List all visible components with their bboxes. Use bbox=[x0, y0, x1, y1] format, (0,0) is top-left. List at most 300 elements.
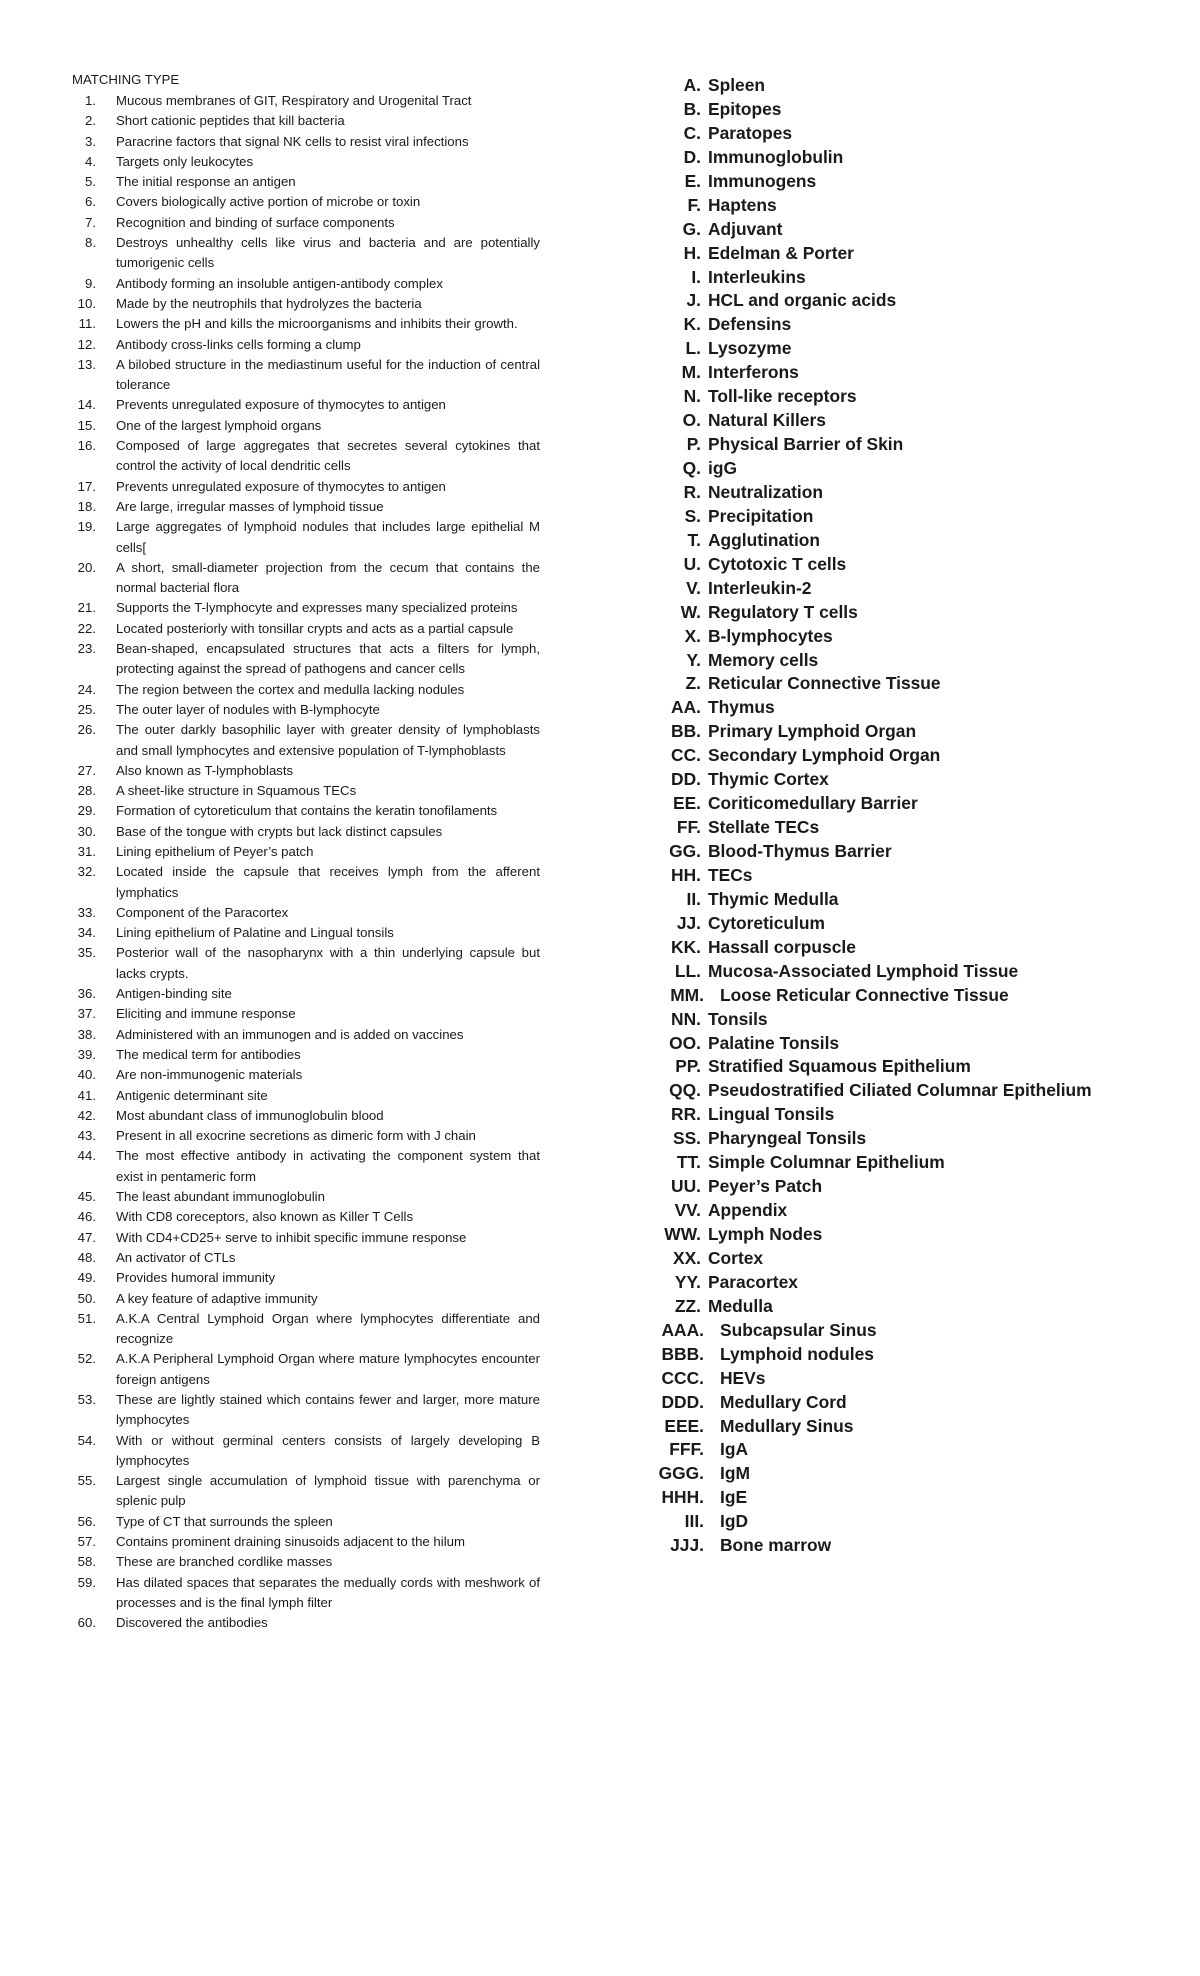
choice-item bbox=[640, 984, 1160, 1008]
question-text: The outer layer of nodules with B-lymphocyte bbox=[116, 701, 380, 717]
question-item bbox=[72, 903, 572, 923]
question-number: 60. bbox=[77, 1615, 96, 1631]
choice-text: Medullary Sinus bbox=[720, 1415, 854, 1436]
question-text: These are branched cordlike masses bbox=[116, 1554, 333, 1570]
choice-text: Appendix bbox=[708, 1200, 788, 1221]
question-text: Base of the tongue with crypts but lack distinct capsules bbox=[116, 823, 443, 839]
question-text: A key feature of adaptive immunity bbox=[116, 1290, 318, 1306]
choice-text: IgE bbox=[720, 1487, 748, 1508]
choice-letter: CCC. bbox=[661, 1367, 704, 1388]
question-text: With CD8 coreceptors, also known as Killer T Cells bbox=[116, 1209, 414, 1225]
question-text: Prevents unregulated exposure of thymocytes to antigen bbox=[116, 478, 446, 494]
question-number: 43. bbox=[77, 1128, 96, 1144]
choice-letter: T. bbox=[687, 529, 701, 550]
question-item bbox=[72, 1207, 572, 1227]
question-number: 20. bbox=[77, 559, 96, 575]
question-text: A.K.A Peripheral Lymphoid Organ where mature lymphocytes encounter foreign antigens bbox=[116, 1351, 540, 1387]
question-text: Has dilated spaces that separates the medually cords with meshwork of processes and is the final lymph filter bbox=[116, 1574, 540, 1610]
question-number: 52. bbox=[77, 1351, 96, 1367]
question-number: 53. bbox=[77, 1392, 96, 1407]
question-number: 54. bbox=[77, 1432, 96, 1448]
choice-text: IgA bbox=[720, 1439, 749, 1460]
choice-item bbox=[640, 337, 1160, 361]
choice-text: Regulatory T cells bbox=[708, 601, 858, 622]
question-item bbox=[72, 1532, 572, 1552]
question-number: 42. bbox=[77, 1107, 96, 1123]
choice-text: Pseudostratified Ciliated Columnar Epithelium bbox=[708, 1080, 1092, 1101]
choice-letter: AAA. bbox=[661, 1319, 704, 1340]
question-text: Provides humoral immunity bbox=[116, 1270, 276, 1286]
choice-text: Peyer’s Patch bbox=[708, 1176, 823, 1197]
question-item bbox=[72, 984, 572, 1004]
choice-text: Cortex bbox=[708, 1247, 764, 1268]
choice-item bbox=[640, 433, 1160, 457]
question-item bbox=[72, 1004, 572, 1024]
choice-letter: EEE. bbox=[664, 1415, 704, 1436]
question-text: Type of CT that surrounds the spleen bbox=[116, 1513, 333, 1529]
choice-letter: X. bbox=[684, 625, 701, 646]
question-number: 8. bbox=[85, 235, 96, 251]
choice-text: Cytotoxic T cells bbox=[708, 553, 847, 574]
question-number: 15. bbox=[77, 417, 96, 433]
choice-item bbox=[640, 266, 1160, 290]
question-text: Antigenic determinant site bbox=[116, 1087, 268, 1103]
choice-text: Palatine Tonsils bbox=[708, 1032, 840, 1053]
question-text: With or without germinal centers consists of largely developing B lymphocytes bbox=[116, 1432, 540, 1468]
choice-text: Loose Reticular Connective Tissue bbox=[720, 984, 1009, 1005]
choice-item bbox=[640, 194, 1160, 218]
choice-item bbox=[640, 768, 1160, 792]
question-item bbox=[72, 801, 572, 821]
question-number: 38. bbox=[77, 1026, 96, 1042]
choice-letter: F. bbox=[687, 194, 701, 215]
choice-letter: LL. bbox=[674, 960, 701, 981]
question-item bbox=[72, 1187, 572, 1207]
question-item bbox=[72, 1086, 572, 1106]
choice-text: Mucosa-Associated Lymphoid Tissue bbox=[708, 960, 1019, 981]
question-text: Covers biologically active portion of microbe or toxin bbox=[116, 194, 421, 210]
choice-letter: GG. bbox=[669, 841, 701, 861]
question-number: 23. bbox=[77, 641, 96, 657]
question-item bbox=[72, 233, 572, 274]
choice-text: Neutralization bbox=[708, 481, 823, 502]
choice-item bbox=[640, 744, 1160, 768]
question-text: Located posteriorly with tonsillar crypts and acts as a partial capsule bbox=[116, 620, 514, 636]
question-item bbox=[72, 1126, 572, 1146]
choice-item bbox=[640, 74, 1160, 98]
choice-item bbox=[640, 1438, 1160, 1462]
question-text: Antigen-binding site bbox=[116, 986, 232, 1002]
question-item bbox=[72, 680, 572, 700]
choice-text: Bone marrow bbox=[720, 1535, 832, 1556]
question-item bbox=[72, 1309, 572, 1350]
choice-letter: M. bbox=[681, 362, 701, 383]
choice-text: Medullary Cord bbox=[720, 1391, 847, 1412]
choice-letter: ZZ. bbox=[674, 1295, 701, 1316]
choice-letter: GGG. bbox=[658, 1463, 704, 1484]
question-item bbox=[72, 761, 572, 781]
choice-text: Simple Columnar Epithelium bbox=[708, 1152, 945, 1173]
question-text: The region between the cortex and medulla lacking nodules bbox=[116, 681, 465, 697]
choice-letter: QQ. bbox=[669, 1080, 701, 1101]
question-list bbox=[72, 91, 572, 1634]
choice-letter: K. bbox=[683, 314, 701, 335]
question-number: 29. bbox=[77, 803, 96, 819]
choice-item bbox=[640, 577, 1160, 601]
question-number: 7. bbox=[85, 214, 96, 230]
question-text: These are lightly stained which contains fewer and larger, more mature lymphocytes bbox=[116, 1392, 540, 1428]
choice-letter: CC. bbox=[671, 745, 701, 766]
choice-item bbox=[640, 529, 1160, 553]
choice-item bbox=[640, 864, 1160, 888]
choice-text: Paratopes bbox=[708, 122, 793, 143]
choice-item bbox=[640, 816, 1160, 840]
question-text: Lowers the pH and kills the microorganisms and inhibits their growth. bbox=[116, 316, 518, 332]
choice-letter: III. bbox=[684, 1511, 704, 1532]
question-item bbox=[72, 1248, 572, 1268]
choice-text: Interferons bbox=[708, 362, 799, 383]
question-number: 59. bbox=[77, 1574, 96, 1590]
question-item bbox=[72, 923, 572, 943]
question-number: 16. bbox=[77, 438, 96, 454]
choice-text: Pharyngeal Tonsils bbox=[708, 1128, 867, 1149]
question-item bbox=[72, 1289, 572, 1309]
choice-text: Spleen bbox=[708, 75, 766, 95]
choice-text: Lymphoid nodules bbox=[720, 1343, 874, 1364]
question-text: Formation of cytoreticulum that contains the keratin tonofilaments bbox=[116, 803, 498, 819]
choice-text: B-lymphocytes bbox=[708, 625, 833, 646]
question-item bbox=[72, 1045, 572, 1065]
question-item bbox=[72, 598, 572, 618]
choice-text: Thymic Cortex bbox=[708, 769, 829, 790]
choice-item bbox=[640, 313, 1160, 337]
choice-item bbox=[640, 170, 1160, 194]
choice-letter: MM. bbox=[670, 984, 704, 1005]
choice-item bbox=[640, 1055, 1160, 1079]
choice-text: Medulla bbox=[708, 1295, 773, 1316]
question-text: The most effective antibody in activating the component system that exist in pentameric form bbox=[116, 1148, 540, 1184]
choice-letter: UU. bbox=[671, 1176, 701, 1197]
question-text: Are non-immunogenic materials bbox=[116, 1067, 303, 1083]
question-number: 6. bbox=[85, 194, 96, 210]
choice-letter: DDD. bbox=[661, 1391, 704, 1412]
choice-item bbox=[640, 409, 1160, 433]
choice-item bbox=[640, 888, 1160, 912]
question-item bbox=[72, 132, 572, 152]
choice-item bbox=[640, 1486, 1160, 1510]
question-item bbox=[72, 314, 572, 334]
choice-item bbox=[640, 553, 1160, 577]
question-text: Antibody cross-links cells forming a clump bbox=[116, 336, 361, 352]
choice-text: Thymic Medulla bbox=[708, 888, 839, 909]
question-number: 37. bbox=[77, 1006, 96, 1022]
choice-letter: FFF. bbox=[669, 1439, 704, 1460]
question-number: 2. bbox=[85, 113, 96, 129]
choice-item bbox=[640, 457, 1160, 481]
question-number: 3. bbox=[85, 133, 96, 149]
choice-item bbox=[640, 1367, 1160, 1391]
choice-text: Subcapsular Sinus bbox=[720, 1319, 877, 1340]
choice-text: Haptens bbox=[708, 194, 777, 215]
choice-item bbox=[640, 1343, 1160, 1367]
choice-item bbox=[640, 1462, 1160, 1486]
choice-letter: W. bbox=[680, 601, 701, 622]
choice-item bbox=[640, 1103, 1160, 1127]
question-number: 24. bbox=[77, 681, 96, 697]
choice-letter: JJJ. bbox=[670, 1535, 704, 1556]
question-text: Targets only leukocytes bbox=[116, 153, 254, 169]
choice-item bbox=[640, 481, 1160, 505]
question-item bbox=[72, 1512, 572, 1532]
question-text: Most abundant class of immunoglobulin blood bbox=[116, 1107, 384, 1123]
question-item bbox=[72, 1552, 572, 1572]
question-number: 35. bbox=[77, 945, 96, 961]
choice-item bbox=[640, 625, 1160, 649]
question-number: 56. bbox=[77, 1513, 96, 1529]
question-number: 40. bbox=[77, 1067, 96, 1083]
choice-letter: R. bbox=[683, 481, 701, 502]
choice-item bbox=[640, 1534, 1160, 1558]
choice-item bbox=[640, 1319, 1160, 1343]
choice-letter: WW. bbox=[664, 1224, 701, 1244]
choice-text: HCL and organic acids bbox=[708, 290, 897, 311]
choice-text: Hassall corpuscle bbox=[708, 936, 856, 957]
question-text: The initial response an antigen bbox=[116, 174, 296, 190]
question-item bbox=[72, 1228, 572, 1248]
choice-item bbox=[640, 1079, 1160, 1103]
choice-letter: EE. bbox=[672, 793, 701, 814]
choice-letter: L. bbox=[685, 338, 701, 359]
choice-item bbox=[640, 1391, 1160, 1415]
question-text: Short cationic peptides that kill bacteria bbox=[116, 113, 345, 129]
question-text: A.K.A Central Lymphoid Organ where lymphocytes differentiate and recognize bbox=[116, 1310, 540, 1347]
choice-letter: II. bbox=[686, 888, 701, 909]
question-item bbox=[72, 1268, 572, 1288]
choice-letter: I. bbox=[691, 266, 701, 287]
question-item bbox=[72, 619, 572, 639]
question-text: Supports the T-lymphocyte and expresses many specialized proteins bbox=[116, 600, 518, 616]
choice-text: Epitopes bbox=[708, 98, 782, 119]
choice-letter: SS. bbox=[672, 1128, 701, 1149]
choice-letter: HHH. bbox=[661, 1487, 704, 1508]
question-item bbox=[72, 1065, 572, 1085]
question-number: 58. bbox=[77, 1554, 96, 1570]
question-text: Destroys unhealthy cells like virus and bacteria and are potentially tumorigenic cells bbox=[116, 235, 540, 271]
question-item bbox=[72, 1025, 572, 1045]
question-item bbox=[72, 395, 572, 415]
choice-item bbox=[640, 1415, 1160, 1439]
choice-letter: U. bbox=[683, 553, 701, 574]
question-item bbox=[72, 1106, 572, 1126]
question-item bbox=[72, 355, 572, 396]
choice-item bbox=[640, 720, 1160, 744]
choice-letter: HH. bbox=[671, 864, 701, 885]
question-text: Bean-shaped, encapsulated structures that acts a filters for lymph, protecting against the spread of pathogens and cancer cells bbox=[116, 641, 540, 677]
question-text: An activator of CTLs bbox=[116, 1249, 236, 1265]
question-text: A bilobed structure in the mediastinum useful for the induction of central tolerance bbox=[116, 356, 540, 393]
choice-letter: JJ. bbox=[676, 912, 701, 933]
question-text: Largest single accumulation of lymphoid tissue with parenchyma or splenic pulp bbox=[116, 1473, 540, 1509]
choice-item bbox=[640, 289, 1160, 313]
choice-item bbox=[640, 649, 1160, 673]
question-item bbox=[72, 1349, 572, 1390]
choice-letter: BB. bbox=[671, 721, 701, 742]
question-text: Mucous membranes of GIT, Respiratory and Urogenital Tract bbox=[116, 93, 472, 108]
question-item bbox=[72, 558, 572, 599]
choice-text: Immunoglobulin bbox=[708, 146, 844, 167]
question-item bbox=[72, 700, 572, 720]
choice-text: Agglutination bbox=[708, 529, 821, 550]
choice-item bbox=[640, 361, 1160, 385]
question-number: 49. bbox=[77, 1270, 96, 1286]
choice-letter: C. bbox=[683, 122, 701, 143]
choice-item bbox=[640, 1199, 1160, 1223]
question-number: 5. bbox=[85, 174, 96, 190]
question-text: Component of the Paracortex bbox=[116, 904, 289, 920]
question-number: 47. bbox=[77, 1229, 96, 1245]
question-text: Discovered the antibodies bbox=[116, 1615, 268, 1631]
choice-letter: O. bbox=[682, 410, 701, 431]
choice-item bbox=[640, 1032, 1160, 1056]
choice-text: Interleukins bbox=[708, 266, 806, 287]
question-item bbox=[72, 213, 572, 233]
question-number: 30. bbox=[77, 823, 96, 839]
choice-item bbox=[640, 1295, 1160, 1319]
question-number: 50. bbox=[77, 1290, 96, 1306]
choice-item bbox=[640, 242, 1160, 266]
choice-letter: RR. bbox=[671, 1104, 701, 1125]
choice-item bbox=[640, 960, 1160, 984]
choice-item bbox=[640, 1223, 1160, 1247]
choice-text: Stellate TECs bbox=[708, 817, 820, 838]
question-item bbox=[72, 1471, 572, 1512]
question-item bbox=[72, 416, 572, 436]
choice-text: TECs bbox=[708, 864, 753, 885]
choice-text: IgD bbox=[720, 1511, 749, 1532]
document-title: MATCHING TYPE bbox=[72, 72, 180, 87]
question-text: Antibody forming an insoluble antigen-antibody complex bbox=[116, 275, 443, 291]
choice-text: Defensins bbox=[708, 314, 792, 335]
choice-letter: E. bbox=[684, 170, 701, 191]
question-item bbox=[72, 497, 572, 517]
question-number: 27. bbox=[77, 762, 96, 778]
choice-text: IgM bbox=[720, 1463, 750, 1484]
choice-letter: VV. bbox=[674, 1200, 701, 1221]
choice-text: Natural Killers bbox=[708, 410, 826, 431]
choice-letter: BBB. bbox=[661, 1343, 704, 1364]
choice-letter: AA. bbox=[671, 697, 701, 718]
choice-text: HEVs bbox=[720, 1367, 766, 1388]
choice-text: Cytoreticulum bbox=[708, 912, 825, 933]
question-item bbox=[72, 1146, 572, 1187]
question-text: Present in all exocrine secretions as dimeric form with J chain bbox=[116, 1128, 476, 1144]
question-text: With CD4+CD25+ serve to inhibit specific immune response bbox=[116, 1229, 467, 1245]
question-number: 25. bbox=[77, 701, 96, 717]
question-text: Recognition and binding of surface components bbox=[116, 214, 395, 230]
question-item bbox=[72, 639, 572, 680]
question-number: 31. bbox=[77, 843, 96, 859]
question-text: Large aggregates of lymphoid nodules that includes large epithelial M cells[ bbox=[116, 519, 540, 555]
choice-letter: N. bbox=[683, 386, 701, 407]
choice-letter: V. bbox=[686, 577, 701, 598]
choice-item bbox=[640, 601, 1160, 625]
question-number: 9. bbox=[85, 275, 96, 291]
choice-text: Edelman & Porter bbox=[708, 242, 854, 263]
choice-text: Adjuvant bbox=[708, 218, 783, 239]
question-item bbox=[72, 477, 572, 497]
choices-column bbox=[640, 74, 1160, 1558]
question-item bbox=[72, 943, 572, 984]
choice-text: Tonsils bbox=[708, 1008, 768, 1029]
question-item bbox=[72, 91, 572, 111]
choice-text: Primary Lymphoid Organ bbox=[708, 721, 917, 742]
question-number: 41. bbox=[77, 1087, 96, 1103]
question-item bbox=[72, 1573, 572, 1614]
choice-letter: S. bbox=[684, 505, 701, 526]
choice-item bbox=[640, 696, 1160, 720]
question-item bbox=[72, 152, 572, 172]
question-text: Administered with an immunogen and is added on vaccines bbox=[116, 1026, 464, 1042]
question-number: 44. bbox=[77, 1148, 96, 1164]
choice-text: Paracortex bbox=[708, 1271, 798, 1292]
question-text: Eliciting and immune response bbox=[116, 1006, 296, 1022]
question-text: A short, small-diameter projection from the cecum that contains the normal bacterial flora bbox=[116, 559, 540, 596]
question-number: 33. bbox=[77, 904, 96, 920]
question-text: The outer darkly basophilic layer with greater density of lymphoblasts and small lymphocytes and extensive population of T-lymphoblasts bbox=[116, 722, 540, 758]
choice-letter: Z. bbox=[685, 673, 701, 694]
choice-text: Stratified Squamous Epithelium bbox=[708, 1056, 971, 1077]
choice-item bbox=[640, 218, 1160, 242]
question-item bbox=[72, 720, 572, 761]
question-number: 32. bbox=[77, 864, 96, 880]
choice-letter: A. bbox=[683, 75, 701, 95]
choice-text: Reticular Connective Tissue bbox=[708, 673, 941, 694]
question-item bbox=[72, 781, 572, 801]
question-item bbox=[72, 517, 572, 558]
question-number: 39. bbox=[77, 1046, 96, 1062]
choice-item bbox=[640, 1510, 1160, 1534]
question-item bbox=[72, 1390, 572, 1431]
choice-letter: NN. bbox=[671, 1008, 701, 1029]
question-number: 19. bbox=[77, 519, 96, 535]
question-number: 55. bbox=[77, 1473, 96, 1489]
question-text: Contains prominent draining sinusoids adjacent to the hilum bbox=[116, 1534, 465, 1550]
question-number: 1. bbox=[85, 93, 96, 108]
choice-list bbox=[640, 74, 1160, 1558]
question-number: 18. bbox=[77, 498, 96, 514]
question-item bbox=[72, 172, 572, 192]
question-item bbox=[72, 436, 572, 477]
question-number: 10. bbox=[77, 295, 96, 311]
question-number: 36. bbox=[77, 986, 96, 1002]
choice-text: Immunogens bbox=[708, 170, 817, 191]
choice-letter: B. bbox=[683, 98, 701, 119]
question-number: 14. bbox=[77, 397, 96, 413]
choice-item bbox=[640, 505, 1160, 529]
question-text: The least abundant immunoglobulin bbox=[116, 1189, 325, 1205]
question-text: Paracrine factors that signal NK cells to resist viral infections bbox=[116, 133, 469, 149]
choice-item bbox=[640, 1127, 1160, 1151]
choice-letter: TT. bbox=[676, 1152, 701, 1173]
question-number: 22. bbox=[77, 620, 96, 636]
question-number: 11. bbox=[78, 316, 96, 332]
question-item bbox=[72, 822, 572, 842]
question-number: 28. bbox=[77, 783, 96, 799]
question-number: 4. bbox=[85, 153, 96, 169]
choice-item bbox=[640, 912, 1160, 936]
choice-text: Interleukin-2 bbox=[708, 577, 812, 598]
choice-letter: Q. bbox=[682, 458, 701, 478]
